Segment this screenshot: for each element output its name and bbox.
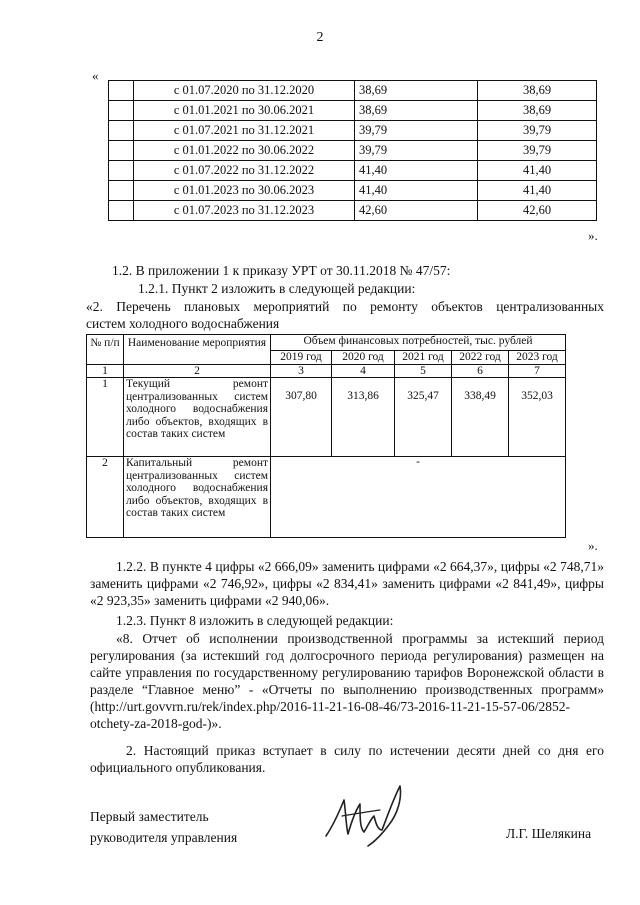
rate-value-2: 41,40 xyxy=(478,181,597,201)
row2-name: Капитальный ремонт централизованных систем холодного водоснабжения либо объектов, входящих в состав таких систем xyxy=(124,457,271,538)
section-2: 2. Настоящий приказ вступает в силу по истечении десяти дней со дня его официального опубликования. xyxy=(90,743,604,775)
rate-value-1: 41,40 xyxy=(355,181,478,201)
rate-period: с 01.07.2023 по 31.12.2023 xyxy=(134,201,355,221)
rate-value-2: 39,79 xyxy=(478,141,597,161)
rate-row xyxy=(109,201,597,221)
rate-period: с 01.01.2023 по 30.06.2023 xyxy=(134,181,355,201)
signatory-title-line1: Первый заместитель xyxy=(90,809,209,824)
col-number: 2 xyxy=(124,365,271,378)
section-1-2-3: 1.2.3. Пункт 8 изложить в следующей редакции: xyxy=(116,613,394,628)
rate-row xyxy=(109,181,597,201)
rate-row xyxy=(109,101,597,121)
row2-dash: - xyxy=(271,457,566,538)
opening-quote: « xyxy=(92,68,99,83)
signatory-name: Л.Г. Шелякина xyxy=(506,826,592,841)
year-2019: 2019 год xyxy=(271,351,332,365)
row2-number: 2 xyxy=(87,457,124,538)
rate-value-2: 38,69 xyxy=(478,101,597,121)
section-1-2: 1.2. В приложении 1 к приказу УРТ от 30.11.2018 № 47/57: xyxy=(112,263,451,278)
signatory-title xyxy=(90,806,237,848)
rate-period: с 01.07.2020 по 31.12.2020 xyxy=(134,81,355,101)
rate-blank-cell xyxy=(109,141,134,161)
closing-quote-rates: ». xyxy=(588,228,598,243)
rate-period: с 01.07.2021 по 31.12.2021 xyxy=(134,121,355,141)
col-number: 3 xyxy=(271,365,332,378)
header-number: № п/п xyxy=(87,335,124,365)
page-number: 2 xyxy=(316,30,324,45)
col-number: 4 xyxy=(332,365,395,378)
col-number: 7 xyxy=(509,365,566,378)
row1-value-2021: 325,47 xyxy=(395,378,452,457)
handwritten-signature xyxy=(322,780,414,850)
rate-row xyxy=(109,141,597,161)
row1-value-2019: 307,80 xyxy=(271,378,332,457)
year-2022: 2022 год xyxy=(452,351,509,365)
section-1-2-1: 1.2.1. Пункт 2 изложить в следующей редакции: xyxy=(138,281,416,296)
rates-table xyxy=(108,80,597,221)
rate-value-1: 39,79 xyxy=(355,141,478,161)
item2-heading-line2: систем холодного водоснабжения xyxy=(86,316,280,331)
signatory-title-line2: руководителя управления xyxy=(90,830,238,845)
rate-period: с 01.01.2022 по 30.06.2022 xyxy=(134,141,355,161)
item2-heading-line1: «2. Перечень плановых мероприятий по ремонту объектов централизованных xyxy=(86,299,604,314)
header-volume: Объем финансовых потребностей, тыс. рублей xyxy=(271,335,566,351)
year-2021: 2021 год xyxy=(395,351,452,365)
rate-value-1: 38,69 xyxy=(355,101,478,121)
row1-name: Текущий ремонт централизованных систем холодного водоснабжения либо объектов, входящих в состав таких систем xyxy=(124,378,271,457)
rate-period: с 01.01.2021 по 30.06.2021 xyxy=(134,101,355,121)
col-number: 1 xyxy=(87,365,124,378)
rate-value-2: 38,69 xyxy=(478,81,597,101)
plan-table xyxy=(86,334,566,538)
row1-value-2020: 313,86 xyxy=(332,378,395,457)
rate-blank-cell xyxy=(109,81,134,101)
rate-period: с 01.07.2022 по 31.12.2022 xyxy=(134,161,355,181)
row1-value-2022: 338,49 xyxy=(452,378,509,457)
rate-blank-cell xyxy=(109,121,134,141)
rate-value-1: 38,69 xyxy=(355,81,478,101)
rate-blank-cell xyxy=(109,161,134,181)
rate-value-1: 39,79 xyxy=(355,121,478,141)
rate-blank-cell xyxy=(109,201,134,221)
rate-row xyxy=(109,121,597,141)
section-1-2-2: 1.2.2. В пункте 4 цифры «2 666,09» заменить цифрами «2 664,37», цифры «2 748,71» заменить цифрами «2 746,92», цифры «2 834,41» заменить цифрами «2 841,49», цифры «2 923,35» заменить цифрами «2 940,06». xyxy=(90,559,604,608)
rate-row xyxy=(109,81,597,101)
row1-value-2023: 352,03 xyxy=(509,378,566,457)
rate-value-2: 41,40 xyxy=(478,161,597,181)
rate-value-2: 39,79 xyxy=(478,121,597,141)
rate-blank-cell xyxy=(109,101,134,121)
item8-text: «8. Отчет об исполнении производственной программы за истекший период регулирования (за истекший год долгосрочного периода регулирования) размещен на сайте управления по государственному регулированию тарифов Воронежской области в разделе “Главное меню” - «Отчеты по выполнению производственных программ» (http://urt.govvrn.ru/rek/index.php/2016-11-21-16-08-46/73-2016-11-21-15-57-06/2852-otchety-za-2018-god-)». xyxy=(90,631,604,731)
rate-value-1: 42,60 xyxy=(355,201,478,221)
header-name: Наименование мероприятия xyxy=(124,335,271,365)
rate-blank-cell xyxy=(109,181,134,201)
rate-value-2: 42,60 xyxy=(478,201,597,221)
rate-row xyxy=(109,161,597,181)
col-number: 5 xyxy=(395,365,452,378)
closing-quote-plan: ». xyxy=(588,538,598,553)
year-2023: 2023 год xyxy=(509,351,566,365)
rate-value-1: 41,40 xyxy=(355,161,478,181)
row1-number: 1 xyxy=(87,378,124,457)
col-number: 6 xyxy=(452,365,509,378)
year-2020: 2020 год xyxy=(332,351,395,365)
